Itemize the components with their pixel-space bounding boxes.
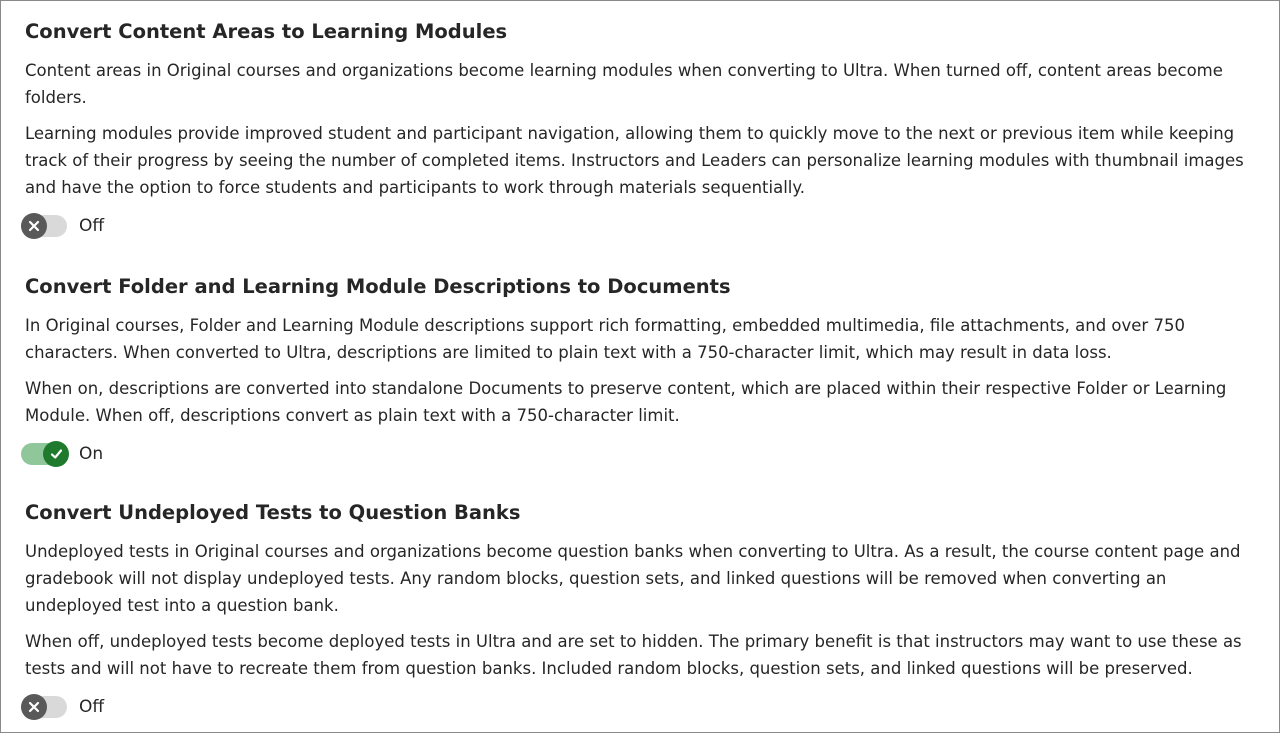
convert-content-areas-toggle[interactable]: [21, 215, 67, 237]
setting-convert-content-areas: [25, 19, 1255, 239]
setting-title: Convert Folder and Learning Module Descriptions to Documents: [25, 275, 731, 298]
toggle-knob: [43, 441, 69, 467]
setting-convert-descriptions: [25, 274, 1255, 467]
toggle-row: [21, 441, 1255, 467]
toggle-knob: [21, 694, 47, 720]
setting-description: Learning modules provide improved student and participant navigation, allowing them to quickly move to the next or previous item while keeping track of their progress by seeing the number of completed items. Instructors and Leaders can personalize learning modules with thumbnail images and have the option to force students and participants to work through materials sequentially.: [25, 124, 1244, 197]
convert-undeployed-tests-toggle[interactable]: [21, 696, 67, 718]
setting-description: Content areas in Original courses and organizations become learning modules when converting to Ultra. When turned off, content areas become folders.: [25, 61, 1223, 107]
x-icon: [28, 220, 40, 232]
setting-description: When off, undeployed tests become deployed tests in Ultra and are set to hidden. The primary benefit is that instructors may want to use these as tests and will not have to recreate them from question banks. Included random blocks, question sets, and linked questions will be preserved.: [25, 632, 1242, 678]
toggle-knob: [21, 213, 47, 239]
toggle-state-label: Off: [79, 697, 105, 717]
convert-descriptions-toggle[interactable]: [21, 443, 67, 465]
setting-title: Convert Undeployed Tests to Question Banks: [25, 501, 521, 524]
setting-description: Undeployed tests in Original courses and organizations become question banks when converting to Ultra. As a result, the course content page and gradebook will not display undeployed tests. Any random blocks, question sets, and linked questions will be removed when converting an undeployed test into a question bank.: [25, 542, 1241, 615]
toggle-row: [21, 694, 1255, 720]
setting-title: Convert Content Areas to Learning Modules: [25, 20, 508, 43]
check-icon: [50, 448, 63, 460]
setting-description: In Original courses, Folder and Learning Module descriptions support rich formatting, embedded multimedia, file attachments, and over 750 characters. When converted to Ultra, descriptions are limited to plain text with a 750-character limit, which may result in data loss.: [25, 316, 1185, 362]
toggle-row: [21, 213, 1255, 239]
x-icon: [28, 701, 40, 713]
toggle-state-label: On: [79, 444, 104, 464]
setting-description: When on, descriptions are converted into standalone Documents to preserve content, which are placed within their respective Folder or Learning Module. When off, descriptions convert as plain text with a 750-character limit.: [25, 379, 1227, 425]
toggle-state-label: Off: [79, 216, 105, 236]
setting-convert-undeployed-tests: [25, 500, 1255, 720]
